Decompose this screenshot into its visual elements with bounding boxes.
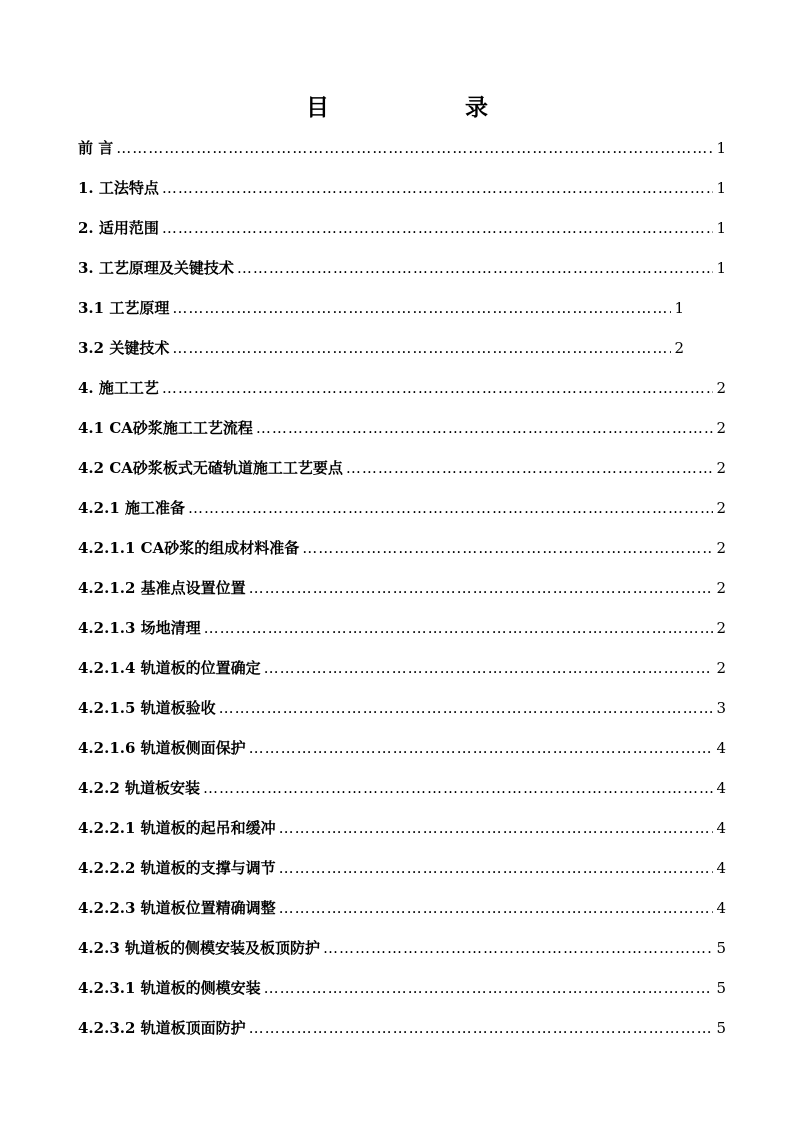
toc-page-number: 3 [716, 699, 726, 717]
toc-page-number: 2 [716, 539, 726, 557]
toc-page-number: 1 [674, 299, 684, 317]
dot-leader [162, 218, 714, 238]
toc-entry-4-2-1-2[interactable] [78, 578, 726, 618]
toc-entry-3-1[interactable] [78, 298, 684, 338]
toc-page-number: 1 [716, 139, 726, 157]
dot-leader [279, 898, 714, 918]
toc-entry-3-2[interactable] [78, 338, 684, 378]
toc-page-number: 2 [716, 379, 726, 397]
toc-entry-label: 4.2.2.1 轨道板的起吊和缓冲 [78, 819, 276, 837]
dot-leader [172, 338, 671, 358]
toc-entry-label: 4.2.1.6 轨道板侧面保护 [78, 739, 246, 757]
toc-page-number: 4 [716, 819, 726, 837]
toc-entry-4-2-2-2[interactable] [78, 858, 726, 898]
toc-page-number: 4 [716, 779, 726, 797]
toc-entry-label: 4.2.1.4 轨道板的位置确定 [78, 659, 261, 677]
toc-page-number: 2 [716, 579, 726, 597]
dot-leader [204, 618, 714, 638]
dot-leader [279, 858, 714, 878]
toc-page-number: 4 [716, 859, 726, 877]
toc-entry-label: 4.2.2.3 轨道板位置精确调整 [78, 899, 276, 917]
toc-page-number: 5 [716, 1019, 726, 1037]
toc-entry-label: 4.2.3 轨道板的侧模安装及板顶防护 [78, 939, 320, 957]
toc-page-number: 4 [716, 739, 726, 757]
toc-page-number: 4 [716, 899, 726, 917]
dot-leader [162, 178, 714, 198]
dot-leader [249, 578, 714, 598]
toc-entry-label: 4. 施工工艺 [78, 379, 159, 397]
toc-page-number: 2 [716, 619, 726, 637]
toc-entry-label: 4.2.1.2 基准点设置位置 [78, 579, 246, 597]
toc-page-number: 1 [716, 219, 726, 237]
toc-entry-1[interactable] [78, 178, 726, 218]
toc-page-number: 2 [716, 459, 726, 477]
toc-entry-4-1[interactable] [78, 418, 726, 458]
toc-entry-label: 4.2.1.3 场地清理 [78, 619, 201, 637]
dot-leader [323, 938, 713, 958]
dot-leader [203, 778, 713, 798]
toc-entry-label: 1. 工法特点 [78, 179, 159, 197]
dot-leader [172, 298, 671, 318]
page-title: 目 录 [305, 94, 552, 121]
toc-entry-4-2-1-3[interactable] [78, 618, 726, 658]
toc-entry-3[interactable] [78, 258, 726, 298]
toc-entry-4-2-3[interactable] [78, 938, 726, 978]
dot-leader [346, 458, 714, 478]
toc-entry-4-2[interactable] [78, 458, 726, 498]
toc-page-number: 2 [716, 499, 726, 517]
dot-leader [264, 658, 714, 678]
toc-entry-label: 2. 适用范围 [78, 219, 159, 237]
dot-leader [264, 978, 714, 998]
table-of-contents [78, 138, 726, 1058]
toc-entry-label: 3.1 工艺原理 [78, 299, 170, 317]
dot-leader [256, 418, 714, 438]
toc-entry-label: 4.1 CA砂浆施工工艺流程 [78, 419, 253, 437]
toc-entry-4-2-3-1[interactable] [78, 978, 726, 1018]
dot-leader [162, 378, 714, 398]
dot-leader [279, 818, 714, 838]
toc-entry-label: 4.2 CA砂浆板式无碴轨道施工工艺要点 [78, 459, 343, 477]
toc-entry-label: 4.2.3.1 轨道板的侧模安装 [78, 979, 261, 997]
toc-entry-4-2-1-4[interactable] [78, 658, 726, 698]
toc-entry-label: 4.2.1.1 CA砂浆的组成材料准备 [78, 539, 300, 557]
toc-entry-label: 3. 工艺原理及关键技术 [78, 259, 234, 277]
toc-page-number: 2 [716, 659, 726, 677]
toc-entry-label: 4.2.3.2 轨道板顶面防护 [78, 1019, 246, 1037]
dot-leader [302, 538, 713, 558]
toc-entry-label: 4.2.1 施工准备 [78, 499, 185, 517]
toc-entry-label: 前 言 [78, 139, 114, 157]
toc-entry-4-2-2-3[interactable] [78, 898, 726, 938]
toc-entry-label: 4.2.2 轨道板安装 [78, 779, 200, 797]
dot-leader [249, 738, 714, 758]
dot-leader [219, 698, 714, 718]
toc-entry-4-2-1-5[interactable] [78, 698, 726, 738]
toc-entry-label: 4.2.1.5 轨道板验收 [78, 699, 216, 717]
toc-entry-label: 4.2.2.2 轨道板的支撑与调节 [78, 859, 276, 877]
toc-entry-4-2-2[interactable] [78, 778, 726, 818]
toc-page-number: 5 [716, 979, 726, 997]
toc-page-number: 2 [674, 339, 684, 357]
dot-leader [249, 1018, 714, 1038]
toc-entry-label: 3.2 关键技术 [78, 339, 170, 357]
toc-page-number: 1 [716, 259, 726, 277]
toc-entry-2[interactable] [78, 218, 726, 258]
toc-entry-preface[interactable] [78, 138, 726, 178]
dot-leader [237, 258, 714, 278]
toc-page-number: 2 [716, 419, 726, 437]
toc-entry-4-2-1[interactable] [78, 498, 726, 538]
toc-page-number: 5 [716, 939, 726, 957]
toc-entry-4[interactable] [78, 378, 726, 418]
dot-leader [116, 138, 713, 158]
dot-leader [188, 498, 713, 518]
toc-entry-4-2-3-2[interactable] [78, 1018, 726, 1058]
toc-entry-4-2-1-1[interactable] [78, 538, 726, 578]
toc-page-number: 1 [716, 179, 726, 197]
toc-entry-4-2-2-1[interactable] [78, 818, 726, 858]
toc-entry-4-2-1-6[interactable] [78, 738, 726, 778]
